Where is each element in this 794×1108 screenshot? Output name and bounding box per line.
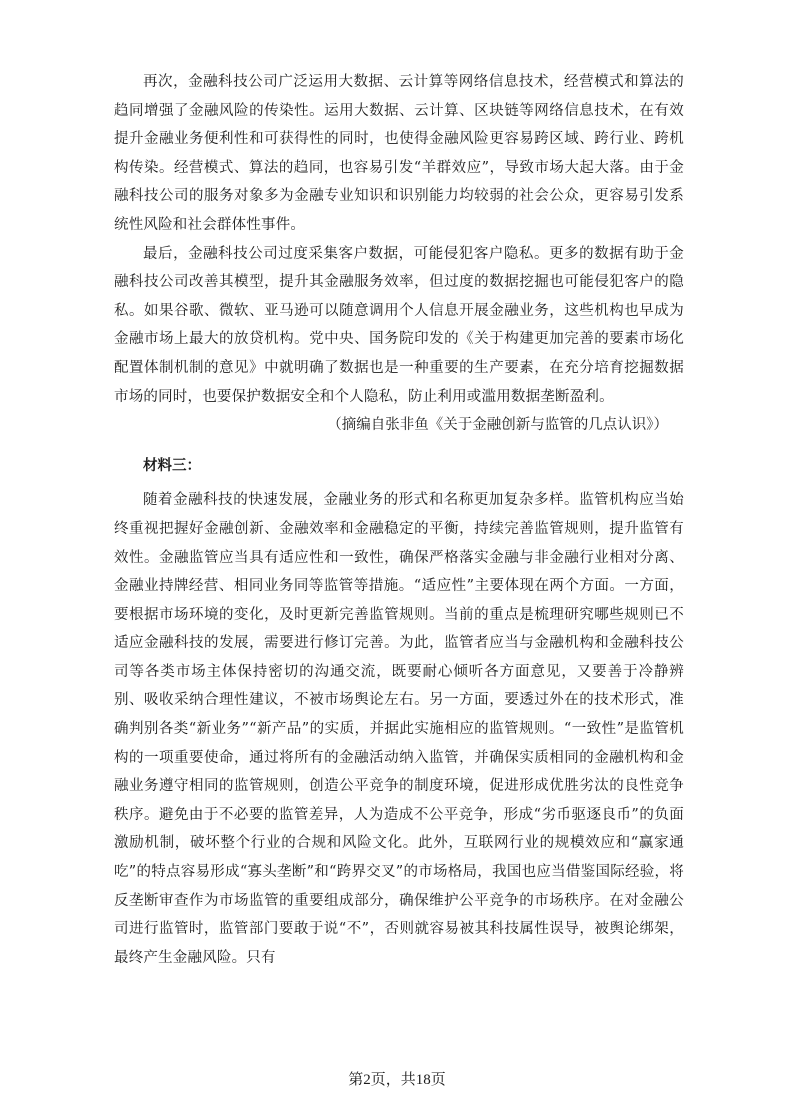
document-body <box>114 68 684 972</box>
paragraph-risk-contagion: 再次，金融科技公司广泛运用大数据、云计算等网络信息技术，经营模式和算法的趋同增强了金融风险的传染性。运用大数据、云计算、区块链等网络信息技术，在有效提升金融业务便利性和可获得性的同时，也使得金融风险更容易跨区域、跨行业、跨机构传染。经营模式、算法的趋同，也容易引发“羊群效应”，导致市场大起大落。由于金融科技公司的服务对象多为金融专业知识和识别能力均较弱的社会公众，更容易引发系统性风险和社会群体性事件。 <box>114 74 684 233</box>
section-heading-material-3: 材料三： <box>143 457 201 474</box>
paragraph-regulation: 随着金融科技的快速发展，金融业务的形式和名称更加复杂多样。监管机构应当始终重视把握好金融创新、金融效率和金融稳定的平衡，持续完善监管规则，提升监管有效性。金融监管应当具有适应性和一致性，确保严格落实金融与非金融行业相对分离、金融业持牌经营、相同业务同等监管等措施。“适应性”主要体现在两个方面。一方面，要根据市场环境的变化，及时更新完善监管规则。当前的重点是梳理研究哪些规则已不适应金融科技的发展，需要进行修订完善。为此，监管者应当与金融机构和金融科技公司等各类市场主体保持密切的沟通交流，既要耐心倾听各方面意见，又要善于冷静辨别、吸收采纳合理性建议，不被市场舆论左右。另一方面，要透过外在的技术形式，准确判别各类“新业务”“新产品”的实质，并据此实施相应的监管规则。“一致性”是监管机构的一项重要使命，通过将所有的金融活动纳入监管，并确保实质相同的金融机构和金融业务遵守相同的监管规则，创造公平竞争的制度环境，促进形成优胜劣汰的良性竞争秩序。避免由于不必要的监管差异，人为造成不公平竞争，形成“劣币驱逐良币”的负面激励机制，破坏整个行业的合规和风险文化。此外，互联网行业的规模效应和“赢家通吃”的特点容易形成“寡头垄断”和“跨界交叉”的市场格局，我国也应当借鉴国际经验，将反垄断审查作为市场监管的重要组成部分，确保维护公平竞争的市场秩序。在对金融公司进行监管时，监管部门要敢于说“不”，否则就容易被其科技属性误导，被舆论绑架，最终产生金融风险。只有 <box>114 492 684 966</box>
source-citation: （摘编自张非鱼《关于金融创新与监管的几点认识》） <box>327 417 668 434</box>
page-number: 第2页，共18页 <box>348 1072 446 1088</box>
paragraph-privacy: 最后，金融科技公司过度采集客户数据，可能侵犯客户隐私。更多的数据有助于金融科技公司改善其模型，提升其金融服务效率，但过度的数据挖掘也可能侵犯客户的隐私。如果谷歌、微软、亚马逊可以随意调用个人信息开展金融业务，这些机构也早成为金融市场上最大的放贷机构。党中央、国务院印发的《关于构建更加完善的要素市场化配置体制机制的意见》中就明确了数据也是一种重要的生产要素，在充分培育挖掘数据市场的同时，也要保护数据安全和个人隐私，防止利用或滥用数据垄断盈利。 <box>114 245 684 405</box>
